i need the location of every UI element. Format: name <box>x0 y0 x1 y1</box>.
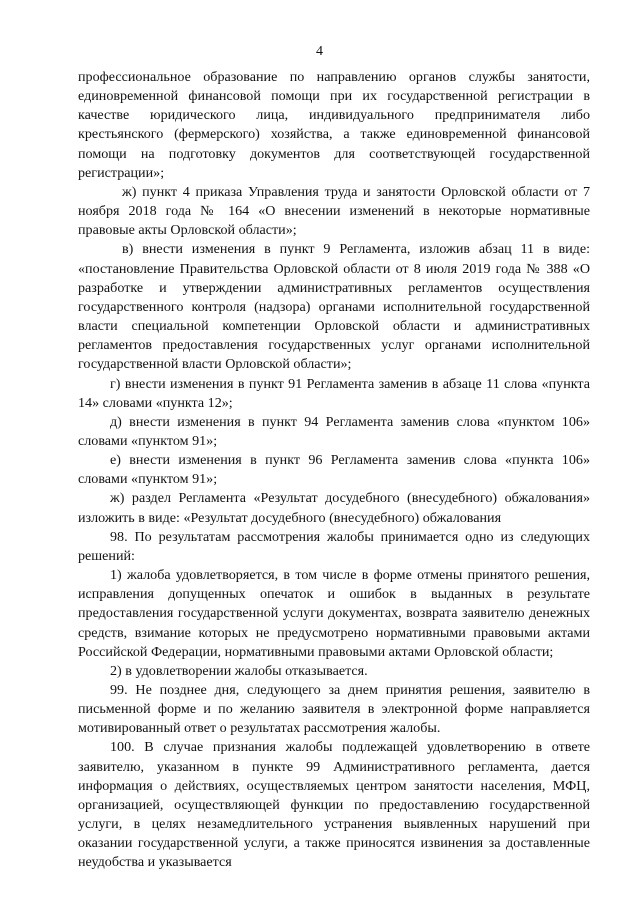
paragraph-item-v: в) внести изменения в пункт 9 Регламента, изложив абзац 11 в виде: «постановление Правительства Орловской области от 8 июля 2019 года № 388 «О разработке и утверждении административных регламентов осуществления государственного контроля (надзора) органами исполнительной государственной власти специальной компетенции Орловской области и административных регламентов предоставления государственных услуг органами исполнительной государственной власти Орловской области»; <box>78 241 590 373</box>
paragraph-item-g: г) внести изменения в пункт 91 Регламента заменив в абзаце 11 слова «пункта 14» словами «пункта 12»; <box>78 375 590 411</box>
paragraph-item-d: д) внести изменения в пункт 94 Регламента заменив слова «пунктом 106» словами «пунктом 91»; <box>78 413 590 449</box>
paragraph-item-zh-order: ж) пункт 4 приказа Управления труда и занятости Орловской области от 7 ноября 2018 года № 164 «О внесении изменений в некоторые нормативные правовые акты Орловской области»; <box>78 183 590 239</box>
paragraph-99: 99. Не позднее дня, следующего за днем принятия решения, заявителю в письменной форме и по желанию заявителя в электронной форме направляется мотивированный ответ о результатах рассмотрения жалобы. <box>78 682 590 737</box>
paragraph-100: 100. В случае признания жалобы подлежащей удовлетворению в ответе заявителю, указанном в пункте 99 Административного регламента, дается информация о действиях, осуществляемых центром занятости населения, МФЦ, организацией, осуществляющей функции по предоставлению государственной услуги, в целях незамедлительного устранения выявленных нарушений при оказании государственной услуги, а также приносятся извинения за доставленные неудобства и указывается <box>78 739 590 871</box>
paragraph-98: 98. По результатам рассмотрения жалобы принимается одно из следующих решений: <box>78 528 590 564</box>
paragraph-continuation: профессиональное образование по направлению органов службы занятости, единовременной финансовой помощи при их государственной регистрации в качестве юридического лица, индивидуального предпринимателя либо крестьянского (фермерского) хозяйства, а также единовременной финансовой помощи на подготовку документов для соответствующей государственной регистрации»; <box>78 69 590 181</box>
paragraph-item-e: е) внести изменения в пункт 96 Регламента заменив слова «пункта 106» словами «пунктом 91»; <box>78 452 590 488</box>
page-number: 4 <box>316 44 323 59</box>
document-body <box>78 68 590 873</box>
paragraph-98-option-2: 2) в удовлетворении жалобы отказывается. <box>110 662 368 679</box>
paragraph-98-option-1: 1) жалоба удовлетворяется, в том числе в форме отмены принятого решения, исправления допущенных опечаток и ошибок в выданных в результате предоставления государственной услуги документах, возврата заявителю денежных средств, взимание которых не предусмотрено нормативными правовыми актами Российской Федерации, нормативными правовыми актами Орловской области; <box>78 567 590 660</box>
paragraph-item-zh-section: ж) раздел Регламента «Результат досудебного (внесудебного) обжалования» изложить в виде: «Результат досудебного (внесудебного) обжалования <box>78 490 590 526</box>
